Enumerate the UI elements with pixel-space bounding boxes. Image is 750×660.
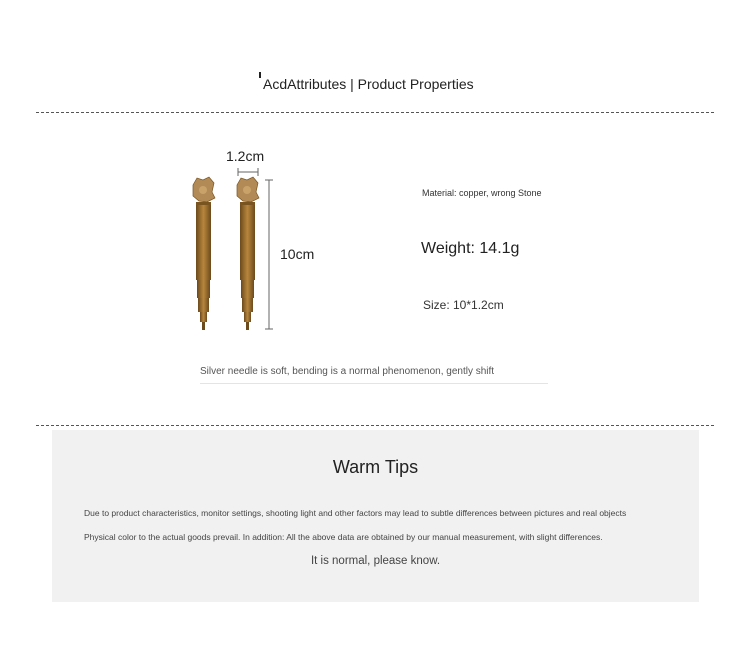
warm-tips-line-2: Physical color to the actual goods prevail. In addition: All the above data are obtained by our manual measurement, with slight differences. bbox=[84, 532, 603, 542]
size-spec: Size: 10*1.2cm bbox=[423, 298, 504, 312]
warm-tips-line-3: It is normal, please know. bbox=[310, 555, 441, 567]
material-spec: Material: copper, wrong Stone bbox=[422, 188, 542, 198]
needle-note: Silver needle is soft, bending is a normal phenomenon, gently shift bbox=[200, 366, 495, 377]
divider-top bbox=[36, 112, 714, 113]
page-title: AcdAttributes | Product Properties bbox=[263, 76, 474, 92]
warm-tips-panel bbox=[52, 430, 699, 602]
weight-spec: Weight: 14.1g bbox=[421, 240, 520, 257]
note-underline bbox=[200, 383, 548, 384]
height-dimension-label: 10cm bbox=[280, 246, 315, 262]
divider-bottom bbox=[36, 425, 714, 426]
width-dimension-label: 1.2cm bbox=[226, 148, 265, 164]
title-marker bbox=[259, 72, 261, 78]
warm-tips-line-1: Due to product characteristics, monitor settings, shooting light and other factors may lead to subtle differences between pictures and real objects bbox=[84, 508, 627, 518]
warm-tips-title: Warm Tips bbox=[332, 457, 419, 477]
earrings-image bbox=[185, 140, 335, 340]
earring-right bbox=[237, 177, 259, 330]
earring-left bbox=[193, 177, 215, 330]
